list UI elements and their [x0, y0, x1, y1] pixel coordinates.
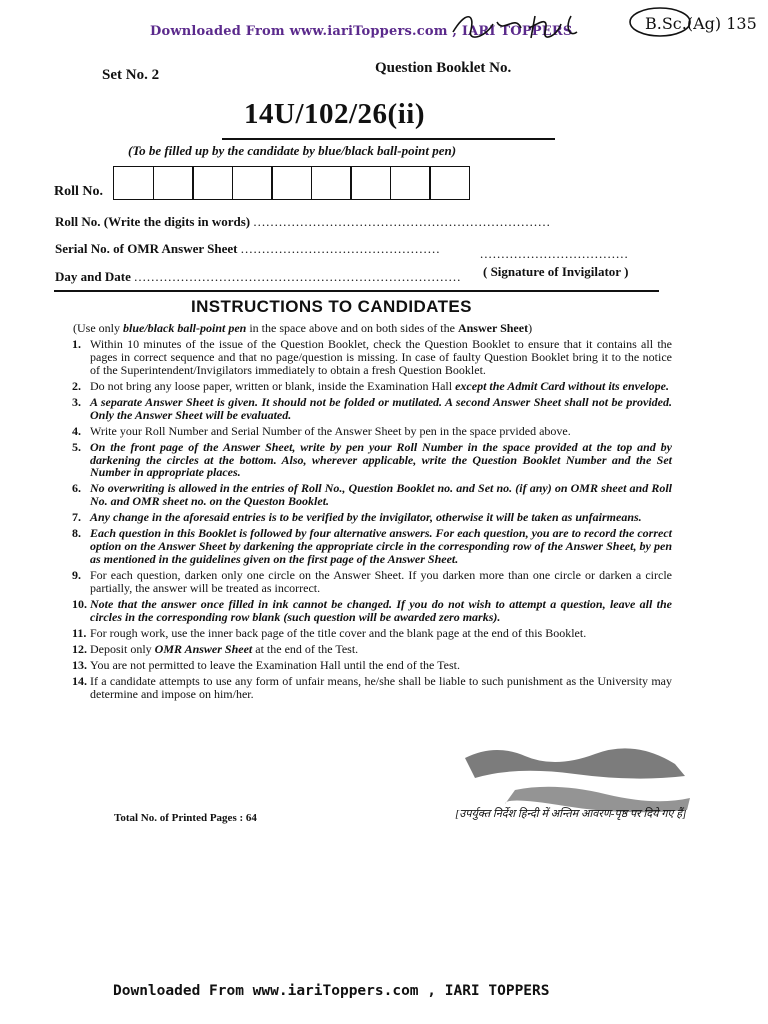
- instruction-item: [72, 338, 672, 376]
- instruction-text: [90, 482, 672, 508]
- bottom-download-banner: Downloaded From www.iariToppers.com , IARI TOPPERS: [113, 983, 550, 999]
- instruction-text-main: For rough work, use the inner back page of the title cover and the blank page at the end of this Booklet.: [90, 625, 587, 640]
- instruction-text: [90, 627, 672, 640]
- roll-number-box[interactable]: [311, 166, 352, 200]
- instruction-item: [72, 675, 672, 701]
- instruction-text: [90, 380, 672, 393]
- roll-number-boxes: [113, 166, 469, 200]
- instruction-item: [72, 380, 672, 393]
- instruction-item: [72, 425, 672, 438]
- top-download-banner: Downloaded From www.iariToppers.com , IARI TOPPERS: [150, 24, 573, 39]
- instruction-item: [72, 627, 672, 640]
- instruction-text: [90, 659, 672, 672]
- instruction-number: 8.: [72, 526, 81, 541]
- instruction-item: [72, 598, 672, 624]
- instruction-text: [90, 598, 672, 624]
- instruction-text-emphasis: OMR Answer Sheet: [154, 642, 253, 656]
- day-date-label: Day and Date: [55, 269, 131, 284]
- day-date-field: [55, 269, 461, 285]
- instruction-number: 3.: [72, 394, 81, 409]
- instruction-text: [90, 425, 672, 438]
- roll-number-box[interactable]: [271, 166, 312, 200]
- use-note-pen: blue/black ball-point pen: [123, 321, 247, 335]
- instruction-text-emphasis: except the Admit Card without its envelope.: [455, 378, 669, 393]
- roll-number-box[interactable]: [192, 166, 233, 200]
- instruction-text-main: Within 10 minutes of the issue of the Question Booklet, check the Question Booklet to ensure that it contains all the pages in correct sequence and that no page/question is missing. In case of faulty Question Booklet bring it to the notice of the Superintendent/Invigilators immediately to obtain a fresh Question Booklet.: [90, 337, 672, 377]
- instruction-text: [90, 675, 672, 701]
- instruction-item: [72, 643, 672, 656]
- instructions-list: [72, 338, 672, 704]
- instruction-item: [72, 569, 672, 595]
- instruction-text: [90, 527, 672, 565]
- serial-omr-dots: ...............................................: [240, 241, 441, 256]
- instruction-text-main: If a candidate attempts to use any form of unfair means, he/she shall be liable to such punishment as the University may determine and impose on him/her.: [90, 674, 672, 701]
- instruction-number: 14.: [72, 674, 87, 689]
- instruction-number: 12.: [72, 642, 87, 656]
- instruction-text: [90, 643, 672, 656]
- ink-smudge: [455, 738, 695, 828]
- signature-dots: ...................................: [480, 246, 629, 261]
- instruction-text-main: A separate Answer Sheet is given. It should not be folded or mutilated. A second Answer Sheet shall not be provided. Only the Answer Sheet will be evaluated.: [90, 394, 672, 422]
- instruction-text: [90, 396, 672, 422]
- instruction-number: 1.: [72, 337, 81, 351]
- instruction-item: [72, 441, 672, 479]
- hindi-instruction-note: [उपर्युक्त निर्देश हिन्दी में अन्तिम आवरण-पृष्ठ पर दिये गए हैं]: [455, 808, 687, 820]
- instruction-text-main: You are not permitted to leave the Examination Hall until the end of the Test.: [90, 658, 460, 673]
- question-booklet-label: Question Booklet No.: [375, 60, 512, 76]
- instruction-text-main: Each question in this Booklet is followed by four alternative answers. For each question, you are to record the correct option on the Answer Sheet by darkening the appropriate circle in the corresponding row of the Answer Sheet, by pen as mentioned in the guidelines given on the first page of the Answer Sheet.: [90, 526, 672, 567]
- instruction-number: 2.: [72, 378, 81, 393]
- instruction-item: [72, 511, 672, 524]
- roll-words-field: [55, 214, 551, 230]
- serial-omr-label: Serial No. of OMR Answer Sheet: [55, 241, 238, 256]
- instruction-text: [90, 569, 672, 595]
- use-note-sheet: Answer Sheet: [457, 321, 529, 335]
- instruction-item: [72, 396, 672, 422]
- invigilator-signature-label: ( Signature of Invigilator ): [483, 264, 629, 279]
- roll-number-box[interactable]: [390, 166, 431, 200]
- instruction-text: [90, 511, 672, 524]
- roll-number-box[interactable]: [153, 166, 194, 200]
- handwritten-note-scribble: [445, 2, 757, 52]
- use-note-mid: in the space above and on both sides of the: [246, 321, 458, 335]
- use-note-suffix: ): [528, 321, 533, 335]
- instruction-number: 10.: [72, 597, 87, 612]
- roll-number-box[interactable]: [232, 166, 273, 200]
- serial-omr-field: [55, 241, 440, 257]
- roll-words-label: Roll No. (Write the digits in words): [55, 214, 251, 229]
- instruction-item: [72, 659, 672, 672]
- instruction-number: 6.: [72, 481, 81, 496]
- pen-usage-note: [73, 321, 532, 336]
- instruction-number: 7.: [72, 510, 81, 525]
- roll-number-box[interactable]: [113, 166, 154, 200]
- roll-words-dots: ......................................................................: [253, 214, 551, 229]
- header-divider: [222, 138, 555, 140]
- booklet-number: 14U/102/26(ii): [244, 98, 425, 130]
- roll-number-box[interactable]: [429, 166, 470, 200]
- fill-instruction-note: (To be filled up by the candidate by blue/black ball-point pen): [128, 143, 457, 158]
- instructions-heading: INSTRUCTIONS TO CANDIDATES: [191, 297, 472, 316]
- instruction-number: 9.: [72, 568, 81, 583]
- set-number: Set No. 2: [102, 67, 160, 83]
- instruction-text-main: No overwriting is allowed in the entries of Roll No., Question Booklet no. and Set no. (if any) on OMR sheet and Roll No. and OMR sheet no. on the Queston Booklet.: [90, 481, 672, 509]
- day-date-dots: .............................................................................: [134, 269, 462, 284]
- instruction-text-main: Note that the answer once filled in ink cannot be changed. If you do not wish to attempt a question, leave all the circles in the corresponding row blank (such question will be awarded zero marks).: [90, 597, 672, 624]
- handwritten-number: B.Sc.(Ag) 135: [645, 14, 757, 33]
- instruction-text-main: For each question, darken only one circle on the Answer Sheet. If you darken more than one circle or darken a circle partially, the answer will be treated as incorrect.: [90, 568, 672, 595]
- instruction-text-main: Any change in the aforesaid entries is to be verified by the invigilator, otherwise it will be taken as unfairmeans.: [90, 510, 642, 525]
- instruction-item: [72, 527, 672, 565]
- instruction-text: [90, 441, 672, 479]
- use-note-prefix: (Use only: [73, 321, 123, 335]
- instructions-divider: [54, 290, 659, 292]
- instruction-text-main: On the front page of the Answer Sheet, write by pen your Roll Number in the space provided at the top and by darkening the circles at the bottom. Also, wherever applicable, write the Question Booklet Number and the Set Number in appropriate places.: [90, 439, 672, 480]
- instruction-text-main: Do not bring any loose paper, written or blank, inside the Examination Hall: [90, 378, 456, 393]
- instruction-text: [90, 338, 672, 376]
- instruction-number: 11.: [72, 625, 87, 640]
- instruction-number: 4.: [72, 423, 81, 438]
- instruction-text-main: Write your Roll Number and Serial Number of the Answer Sheet by pen in the space prvided above.: [90, 423, 571, 438]
- instruction-number: 13.: [72, 658, 87, 673]
- instruction-text-main: Deposit only: [90, 642, 155, 656]
- roll-number-label: Roll No.: [54, 184, 103, 199]
- total-pages-note: Total No. of Printed Pages : 64: [114, 812, 257, 824]
- roll-number-box[interactable]: [350, 166, 391, 200]
- instruction-item: [72, 482, 672, 508]
- instruction-number: 5.: [72, 439, 81, 454]
- instruction-text-after: at the end of the Test.: [252, 642, 359, 656]
